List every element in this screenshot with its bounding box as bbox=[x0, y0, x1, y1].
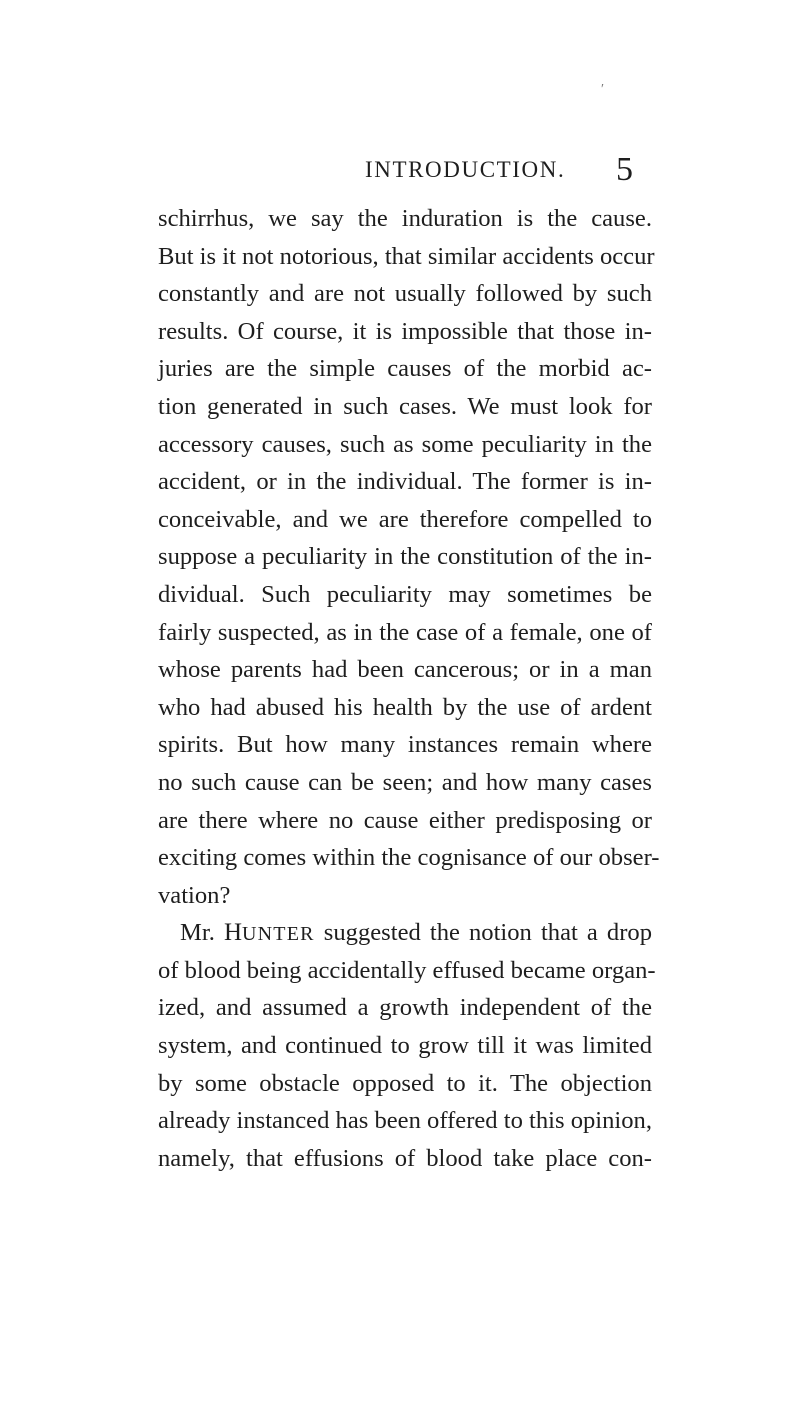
text-line: who had abused his health by the use of ardent bbox=[158, 693, 652, 721]
text-line: whose parents had been cancerous; or in a man bbox=[158, 656, 652, 684]
text-line: But is it not notorious, that similar accidents occur bbox=[158, 242, 655, 270]
text-line: constantly and are not usually followed by such bbox=[158, 280, 652, 308]
text-line: juries are the simple causes of the morbid ac- bbox=[158, 355, 652, 383]
text-line: accident, or in the individual. The former is in- bbox=[158, 468, 652, 496]
text-line: ized, and assumed a growth independent of the bbox=[158, 994, 652, 1022]
text-line: results. Of course, it is impossible that those in- bbox=[158, 317, 652, 345]
text-line: exciting comes within the cognisance of our obser- bbox=[158, 844, 660, 872]
author-name-initial: H bbox=[223, 919, 243, 947]
text-line: namely, that effusions of blood take place con- bbox=[158, 1144, 652, 1172]
text-line: suppose a peculiarity in the constitution of the in- bbox=[158, 543, 652, 571]
text-line: system, and continued to grow till it was limited bbox=[158, 1032, 652, 1060]
text-line: vation? bbox=[158, 881, 231, 909]
text-line: dividual. Such peculiarity may sometimes be bbox=[158, 580, 652, 608]
body-text bbox=[158, 200, 660, 1177]
text-line: tion generated in such cases. We must look for bbox=[158, 392, 652, 420]
text-line: already instanced has been offered to this opinion, bbox=[158, 1107, 653, 1135]
text-line: are there where no cause either predisposing or bbox=[158, 806, 652, 834]
text-line: by some obstacle opposed to it. The objection bbox=[158, 1069, 652, 1097]
running-title: INTRODUCTION. bbox=[365, 157, 566, 182]
text-line: accessory causes, such as some peculiarity in the bbox=[158, 430, 652, 458]
text-line: spirits. But how many instances remain where bbox=[158, 731, 652, 759]
text-line: of blood being accidentally effused became organ- bbox=[158, 956, 656, 984]
text-line: fairly suspected, as in the case of a female, one of bbox=[158, 618, 652, 646]
text-line-rest: suggested the notion that a drop bbox=[323, 919, 652, 947]
title-abbreviation: Mr. bbox=[180, 919, 215, 947]
running-head bbox=[0, 151, 800, 197]
author-name-smallcaps: UNTER bbox=[242, 923, 315, 946]
text-line: no such cause can be seen; and how many cases bbox=[158, 768, 652, 796]
text-line: schirrhus, we say the induration is the cause. bbox=[158, 205, 652, 232]
text-line: conceivable, and we are therefore compelled to bbox=[158, 505, 652, 533]
print-mark: ′ bbox=[601, 82, 605, 97]
paragraph-first-line bbox=[158, 914, 652, 952]
page-number: 5 bbox=[616, 151, 633, 188]
author-name bbox=[224, 919, 315, 946]
